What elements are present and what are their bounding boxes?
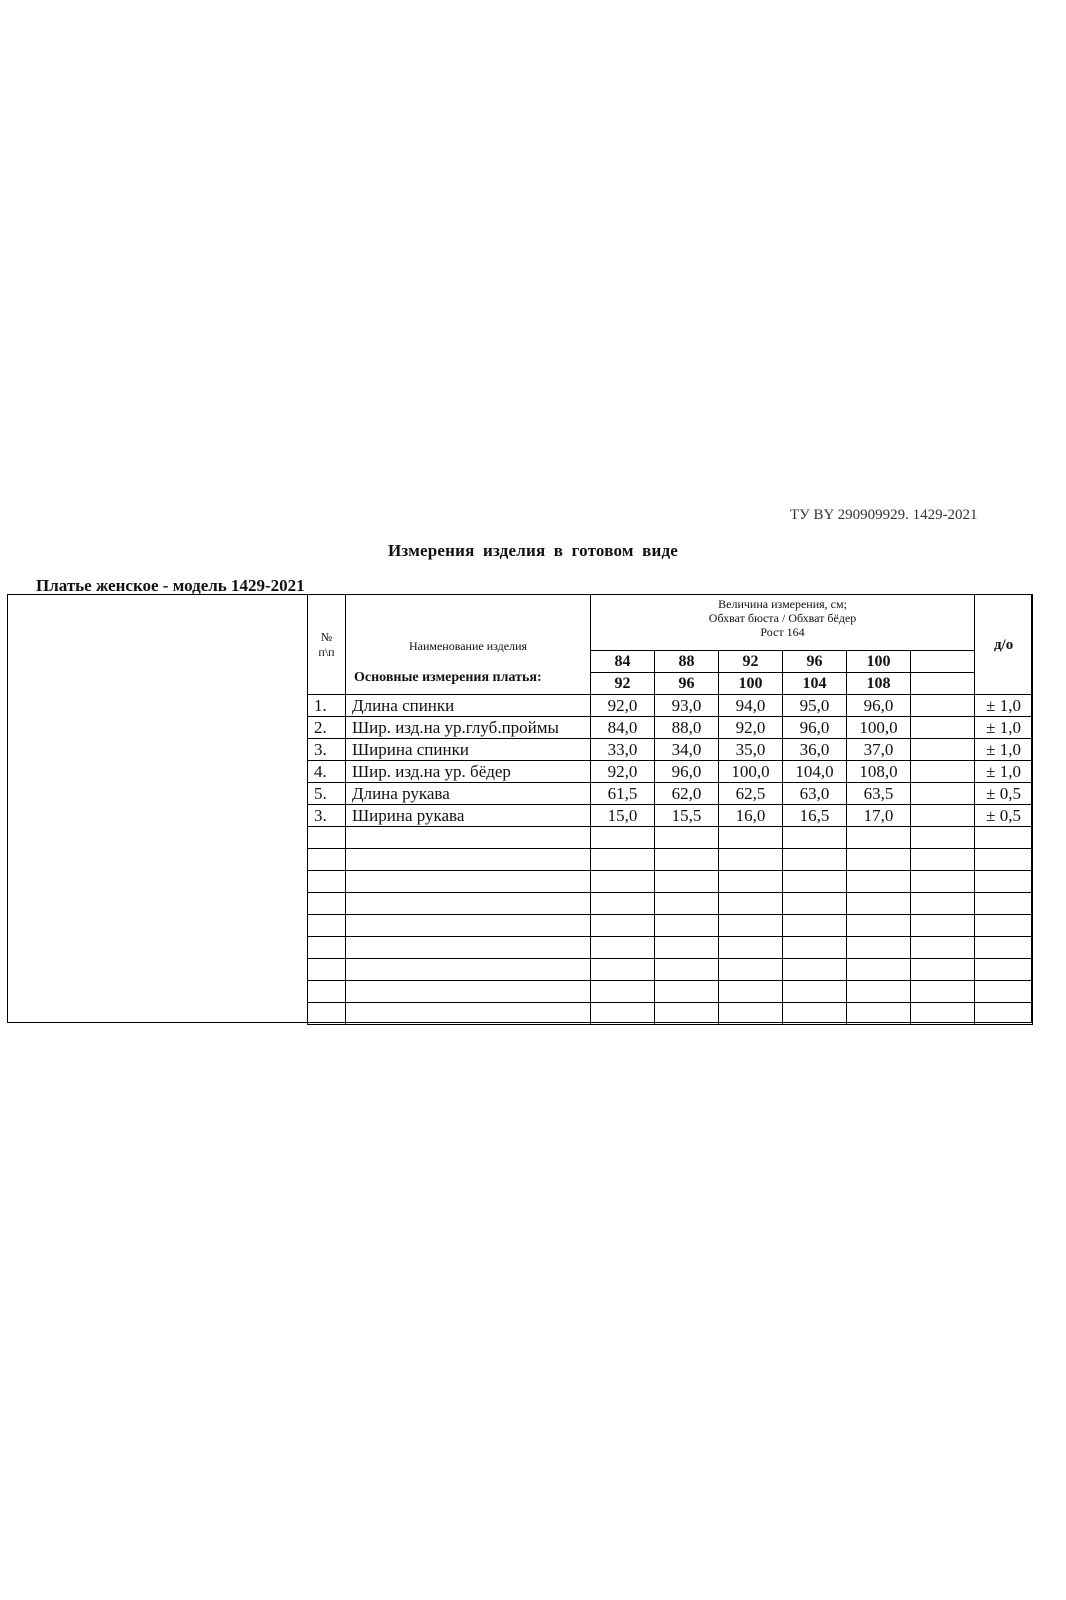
row-value [719, 893, 783, 915]
row-number [308, 1003, 346, 1025]
measure-line-1: Величина измерения, см; [718, 597, 847, 611]
row-value [783, 915, 847, 937]
row-number: 4. [308, 761, 346, 783]
table-row [308, 871, 1033, 893]
row-tolerance: ± 0,5 [975, 783, 1033, 805]
row-value: 35,0 [719, 739, 783, 761]
row-number: 5. [308, 783, 346, 805]
row-value [591, 1003, 655, 1025]
row-value [655, 1003, 719, 1025]
table-row [308, 739, 1033, 761]
row-value [655, 827, 719, 849]
row-value [847, 915, 911, 937]
header-tolerance: д/о [975, 595, 1033, 695]
row-tolerance [975, 893, 1033, 915]
row-tolerance: ± 0,5 [975, 805, 1033, 827]
row-name: Ширина рукава [346, 805, 591, 827]
bust-size-4: 100 [847, 651, 911, 673]
row-value [911, 761, 975, 783]
row-name [346, 827, 591, 849]
row-number [308, 827, 346, 849]
row-value: 88,0 [655, 717, 719, 739]
row-name [346, 915, 591, 937]
row-value [719, 1003, 783, 1025]
row-value [591, 849, 655, 871]
row-tolerance: ± 1,0 [975, 761, 1033, 783]
row-name: Длина рукава [346, 783, 591, 805]
row-value [591, 981, 655, 1003]
row-name [346, 981, 591, 1003]
row-number [308, 893, 346, 915]
row-value [847, 981, 911, 1003]
row-number [308, 959, 346, 981]
row-value: 92,0 [591, 695, 655, 717]
row-value [655, 981, 719, 1003]
row-value [655, 937, 719, 959]
row-number: 1. [308, 695, 346, 717]
row-name: Шир. изд.на ур. бёдер [346, 761, 591, 783]
row-tolerance [975, 981, 1033, 1003]
row-value: 36,0 [783, 739, 847, 761]
row-value [719, 981, 783, 1003]
row-tolerance: ± 1,0 [975, 739, 1033, 761]
row-value [911, 915, 975, 937]
row-value [911, 849, 975, 871]
row-value: 92,0 [719, 717, 783, 739]
table-row [308, 981, 1033, 1003]
row-tolerance [975, 871, 1033, 893]
row-value [783, 959, 847, 981]
row-value [847, 871, 911, 893]
table-row [308, 1003, 1033, 1025]
row-value [719, 915, 783, 937]
row-number [308, 871, 346, 893]
row-value [911, 695, 975, 717]
row-tolerance [975, 1003, 1033, 1025]
row-value [719, 849, 783, 871]
row-value [655, 849, 719, 871]
row-value [783, 893, 847, 915]
number-sub-label: п\п [318, 644, 335, 659]
row-value [911, 783, 975, 805]
table-row [308, 893, 1033, 915]
table-row [308, 805, 1033, 827]
row-value [655, 915, 719, 937]
row-value: 61,5 [591, 783, 655, 805]
bust-size-0: 84 [591, 651, 655, 673]
row-value [911, 805, 975, 827]
row-value [783, 871, 847, 893]
row-value [911, 937, 975, 959]
row-name [346, 871, 591, 893]
row-tolerance [975, 849, 1033, 871]
row-value: 96,0 [847, 695, 911, 717]
table-row [308, 761, 1033, 783]
row-value: 62,0 [655, 783, 719, 805]
table-row [308, 915, 1033, 937]
number-label: № [320, 629, 333, 644]
document-code: ТУ BY 290909929. 1429-2021 [790, 507, 978, 523]
row-name [346, 937, 591, 959]
bust-size-1: 88 [655, 651, 719, 673]
hip-size-0: 92 [591, 673, 655, 695]
row-value: 17,0 [847, 805, 911, 827]
row-value [847, 959, 911, 981]
row-value [591, 937, 655, 959]
measure-line-3: Рост 164 [760, 625, 805, 639]
row-value: 100,0 [719, 761, 783, 783]
row-value [847, 1003, 911, 1025]
row-name: Ширина спинки [346, 739, 591, 761]
bust-size-2: 92 [719, 651, 783, 673]
row-number [308, 981, 346, 1003]
row-value: 62,5 [719, 783, 783, 805]
row-value [655, 871, 719, 893]
table-row [308, 695, 1033, 717]
row-value [847, 937, 911, 959]
hip-size-3: 104 [783, 673, 847, 695]
table-row [308, 849, 1033, 871]
table-row [308, 717, 1033, 739]
hip-size-4: 108 [847, 673, 911, 695]
row-value: 94,0 [719, 695, 783, 717]
row-value: 108,0 [847, 761, 911, 783]
row-value [911, 827, 975, 849]
row-value [591, 959, 655, 981]
row-value [591, 871, 655, 893]
row-value: 15,0 [591, 805, 655, 827]
row-value [911, 871, 975, 893]
table-row [308, 937, 1033, 959]
row-value [783, 827, 847, 849]
row-value: 96,0 [655, 761, 719, 783]
row-tolerance: ± 1,0 [975, 717, 1033, 739]
bust-size-3: 96 [783, 651, 847, 673]
row-value: 92,0 [591, 761, 655, 783]
hip-size-1: 96 [655, 673, 719, 695]
row-name [346, 849, 591, 871]
row-value [591, 915, 655, 937]
row-value [783, 849, 847, 871]
row-name [346, 959, 591, 981]
hip-size-5 [911, 673, 975, 695]
row-value [783, 981, 847, 1003]
row-value [911, 893, 975, 915]
row-value [783, 1003, 847, 1025]
row-value [719, 871, 783, 893]
row-value [719, 827, 783, 849]
row-value [655, 959, 719, 981]
row-value [719, 959, 783, 981]
row-tolerance [975, 915, 1033, 937]
row-tolerance [975, 959, 1033, 981]
row-number [308, 849, 346, 871]
hip-size-2: 100 [719, 673, 783, 695]
row-value: 16,5 [783, 805, 847, 827]
row-value: 15,5 [655, 805, 719, 827]
header-number [308, 595, 346, 695]
header-name [346, 595, 591, 695]
page-title: Измерения изделия в готовом виде [387, 541, 679, 560]
row-value: 34,0 [655, 739, 719, 761]
row-value [911, 959, 975, 981]
row-value [847, 827, 911, 849]
row-number [308, 915, 346, 937]
row-value [719, 937, 783, 959]
row-value [847, 849, 911, 871]
measure-line-2: Обхват бюста / Обхват бёдер [708, 611, 857, 625]
row-value: 16,0 [719, 805, 783, 827]
row-value [591, 893, 655, 915]
row-number [308, 937, 346, 959]
row-value: 33,0 [591, 739, 655, 761]
row-value: 100,0 [847, 717, 911, 739]
bust-size-5 [911, 651, 975, 673]
row-value: 95,0 [783, 695, 847, 717]
model-line: Платье женское - модель 1429-2021 [36, 576, 305, 595]
row-value [911, 717, 975, 739]
row-value [655, 893, 719, 915]
table-row [308, 783, 1033, 805]
header-measure [591, 595, 975, 651]
row-value [911, 1003, 975, 1025]
main-measurements-label: Основные измерения платья: [354, 670, 542, 685]
row-tolerance [975, 827, 1033, 849]
row-number: 2. [308, 717, 346, 739]
row-value: 37,0 [847, 739, 911, 761]
row-tolerance: ± 1,0 [975, 695, 1033, 717]
row-value [591, 827, 655, 849]
row-value: 104,0 [783, 761, 847, 783]
row-value: 96,0 [783, 717, 847, 739]
row-name: Длина спинки [346, 695, 591, 717]
table-row [308, 959, 1033, 981]
row-value [847, 893, 911, 915]
row-number: 3. [308, 739, 346, 761]
row-value: 84,0 [591, 717, 655, 739]
table-row [308, 827, 1033, 849]
row-tolerance [975, 937, 1033, 959]
row-name [346, 1003, 591, 1025]
row-value [783, 937, 847, 959]
row-name: Шир. изд.на ур.глуб.проймы [346, 717, 591, 739]
row-value: 63,5 [847, 783, 911, 805]
measurement-table [307, 594, 1033, 1025]
row-number: 3. [308, 805, 346, 827]
row-value [911, 981, 975, 1003]
name-label: Наименование изделия [408, 639, 528, 653]
row-value: 93,0 [655, 695, 719, 717]
row-value [911, 739, 975, 761]
row-value: 63,0 [783, 783, 847, 805]
row-name [346, 893, 591, 915]
